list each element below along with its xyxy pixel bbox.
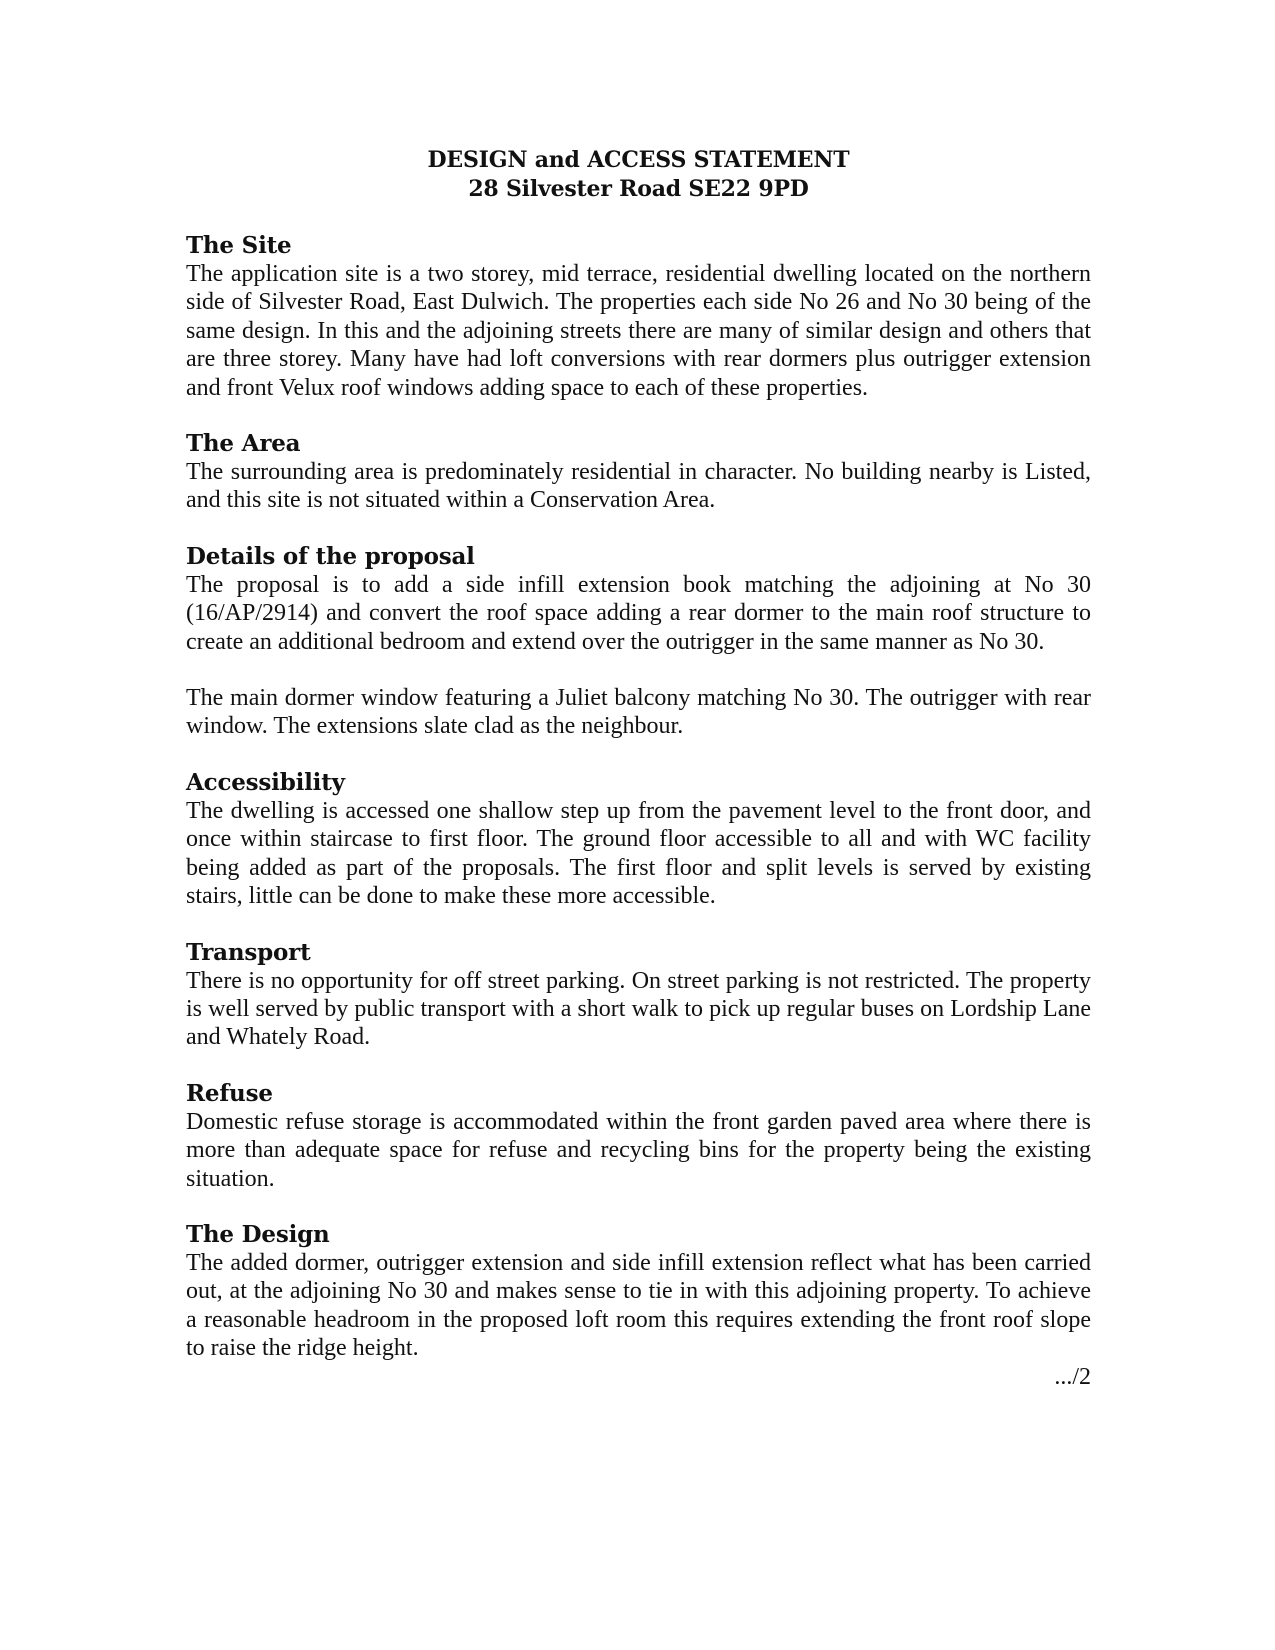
section-accessibility: [186, 768, 1091, 911]
title-line-2: 28 Silvester Road SE22 9PD: [468, 176, 809, 202]
section-details-of-the-proposal: [186, 542, 1091, 741]
document-page: [186, 146, 1091, 1391]
section-paragraph: The added dormer, outrigger extension and side infill extension reflect what has been carried out, at the adjoining No 30 and makes sense to tie in with this adjoining property. To achieve a reasonable headroom in the proposed loft room this requires extending the front roof slope to raise the ridge height.: [186, 1249, 1091, 1362]
section-paragraph: The surrounding area is predominately residential in character. No building nearby is Listed, and this site is not situated within a Conservation Area.: [186, 459, 1091, 514]
section-the-design: [186, 1220, 1091, 1363]
section-heading: Transport: [186, 938, 311, 966]
section-paragraph: There is no opportunity for off street parking. On street parking is not restricted. The property is well served by public transport with a short walk to pick up regular buses on Lordship Lane and Whately Road.: [186, 967, 1091, 1051]
section-heading: Details of the proposal: [186, 542, 475, 570]
section-the-area: [186, 429, 1091, 515]
page-continuation-marker: .../2: [1054, 1363, 1091, 1390]
section-paragraph: The dwelling is accessed one shallow step up from the pavement level to the front door, and once within staircase to first floor. The ground floor accessible to all and with WC facility being added as part of the proposals. The first floor and split levels is served by existing stairs, little can be done to make these more accessible.: [186, 797, 1091, 910]
title-line-1: DESIGN and ACCESS STATEMENT: [427, 147, 850, 173]
section-heading: The Site: [186, 232, 292, 259]
document-title: [186, 146, 1091, 204]
section-paragraph: The application site is a two storey, mid terrace, residential dwelling located on the northern side of Silvester Road, East Dulwich. The properties each side No 26 and No 30 being of the same design. In this and the adjoining streets there are many of similar design and others that are three storey. Many have had loft conversions with rear dormers plus outrigger extension and front Velux roof windows adding space to each of these properties.: [186, 261, 1091, 401]
section-paragraph: The proposal is to add a side infill extension book matching the adjoining at No 30 (16/AP/2914) and convert the roof space adding a rear dormer to the main roof structure to create an additional bedroom and extend over the outrigger in the same manner as No 30.: [186, 571, 1091, 655]
section-refuse: [186, 1079, 1091, 1193]
section-heading: The Design: [186, 1220, 330, 1248]
section-heading: Accessibility: [186, 768, 345, 796]
section-transport: [186, 938, 1091, 1052]
section-the-site: [186, 231, 1091, 402]
section-heading: The Area: [186, 430, 301, 458]
section-paragraph: The main dormer window featuring a Juliet balcony matching No 30. The outrigger with rear window. The extensions slate clad as the neighbour.: [186, 685, 1091, 740]
section-paragraph: Domestic refuse storage is accommodated within the front garden paved area where there is more than adequate space for refuse and recycling bins for the property being the existing situation.: [186, 1108, 1091, 1192]
section-heading: Refuse: [186, 1079, 273, 1107]
